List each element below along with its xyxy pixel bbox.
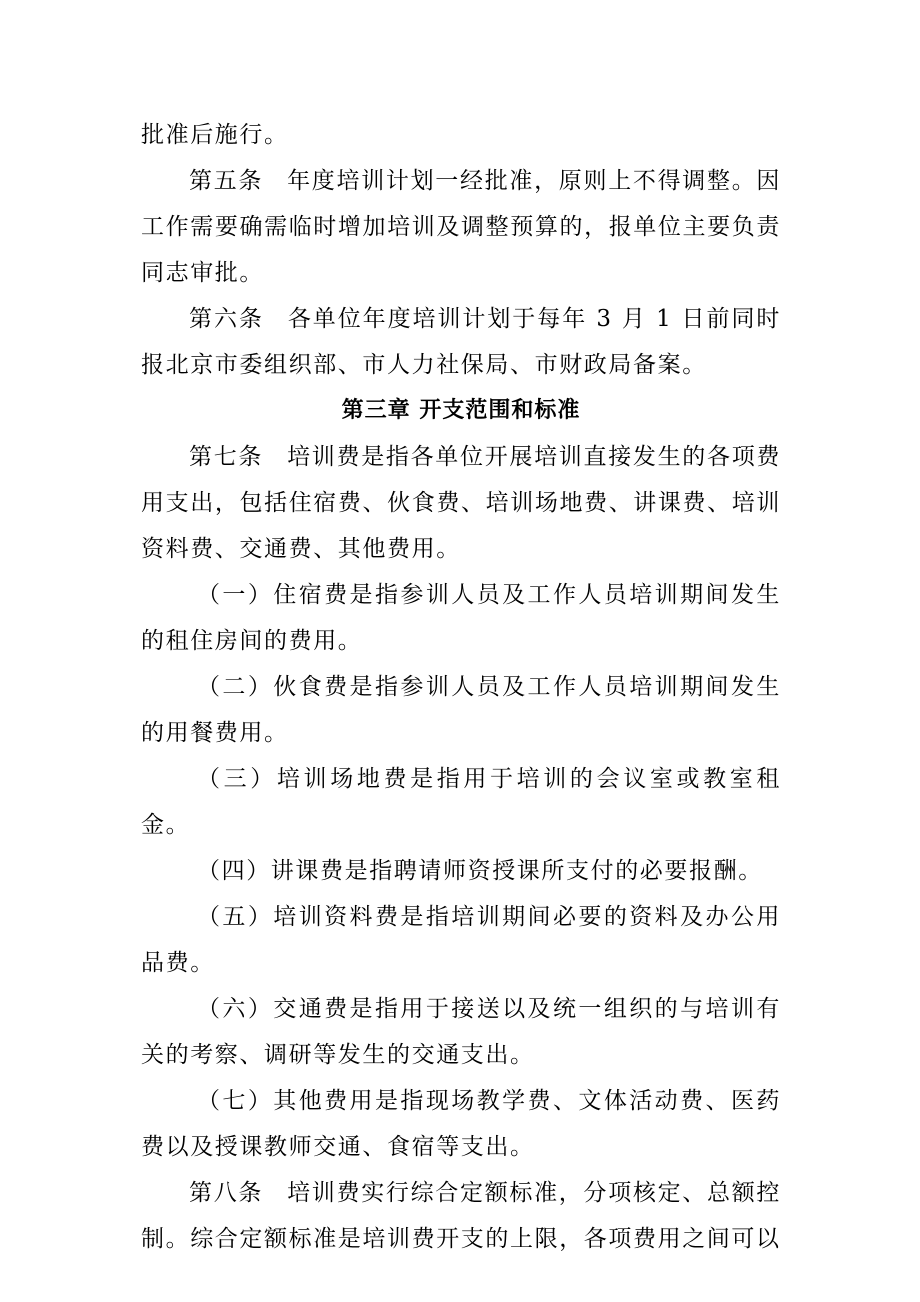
article-7-label: 第七条 xyxy=(189,444,264,470)
article-8 xyxy=(141,1170,781,1262)
article-5-text: 年度培训计划一经批准，原则上不得调整。因工作需要确需临时增加培训及调整预算的，报单位主要负责同志审批。 xyxy=(141,168,781,286)
chapter-heading: 第三章 开支范围和标准 xyxy=(341,398,581,423)
article-6-label: 第六条 xyxy=(189,306,264,332)
document-body xyxy=(141,112,781,1262)
paragraph-continuation: 批准后施行。 xyxy=(141,122,289,148)
article-8-label: 第八条 xyxy=(189,1180,264,1206)
article-5 xyxy=(141,158,781,296)
list-item: （七）其他费用是指现场教学费、文体活动费、医药费以及授课教师交通、食宿等支出。 xyxy=(141,1088,781,1160)
list-item: （五）培训资料费是指培训期间必要的资料及办公用品费。 xyxy=(141,904,781,976)
article-6 xyxy=(141,296,781,388)
list-item: （一）住宿费是指参训人员及工作人员培训期间发生的租住房间的费用。 xyxy=(141,582,781,654)
list-item: （二）伙食费是指参训人员及工作人员培训期间发生的用餐费用。 xyxy=(141,674,781,746)
article-5-label: 第五条 xyxy=(189,168,264,194)
list-item: （六）交通费是指用于接送以及统一组织的与培训有关的考察、调研等发生的交通支出。 xyxy=(141,996,781,1068)
article-7 xyxy=(141,434,781,572)
article-6-text: 各单位年度培训计划于每年 3 月 1 日前同时报北京市委组织部、市人力社保局、市财政局备案。 xyxy=(141,306,781,378)
list-item: （三）培训场地费是指用于培训的会议室或教室租金。 xyxy=(141,766,781,838)
list-item: （四）讲课费是指聘请师资授课所支付的必要报酬。 xyxy=(197,858,763,884)
article-7-text: 培训费是指各单位开展培训直接发生的各项费用支出，包括住宿费、伙食费、培训场地费、讲课费、培训资料费、交通费、其他费用。 xyxy=(141,444,781,562)
article-8-text: 培训费实行综合定额标准，分项核定、总额控制。综合定额标准是培训费开支的上限，各项费用之间可以 xyxy=(141,1180,781,1252)
